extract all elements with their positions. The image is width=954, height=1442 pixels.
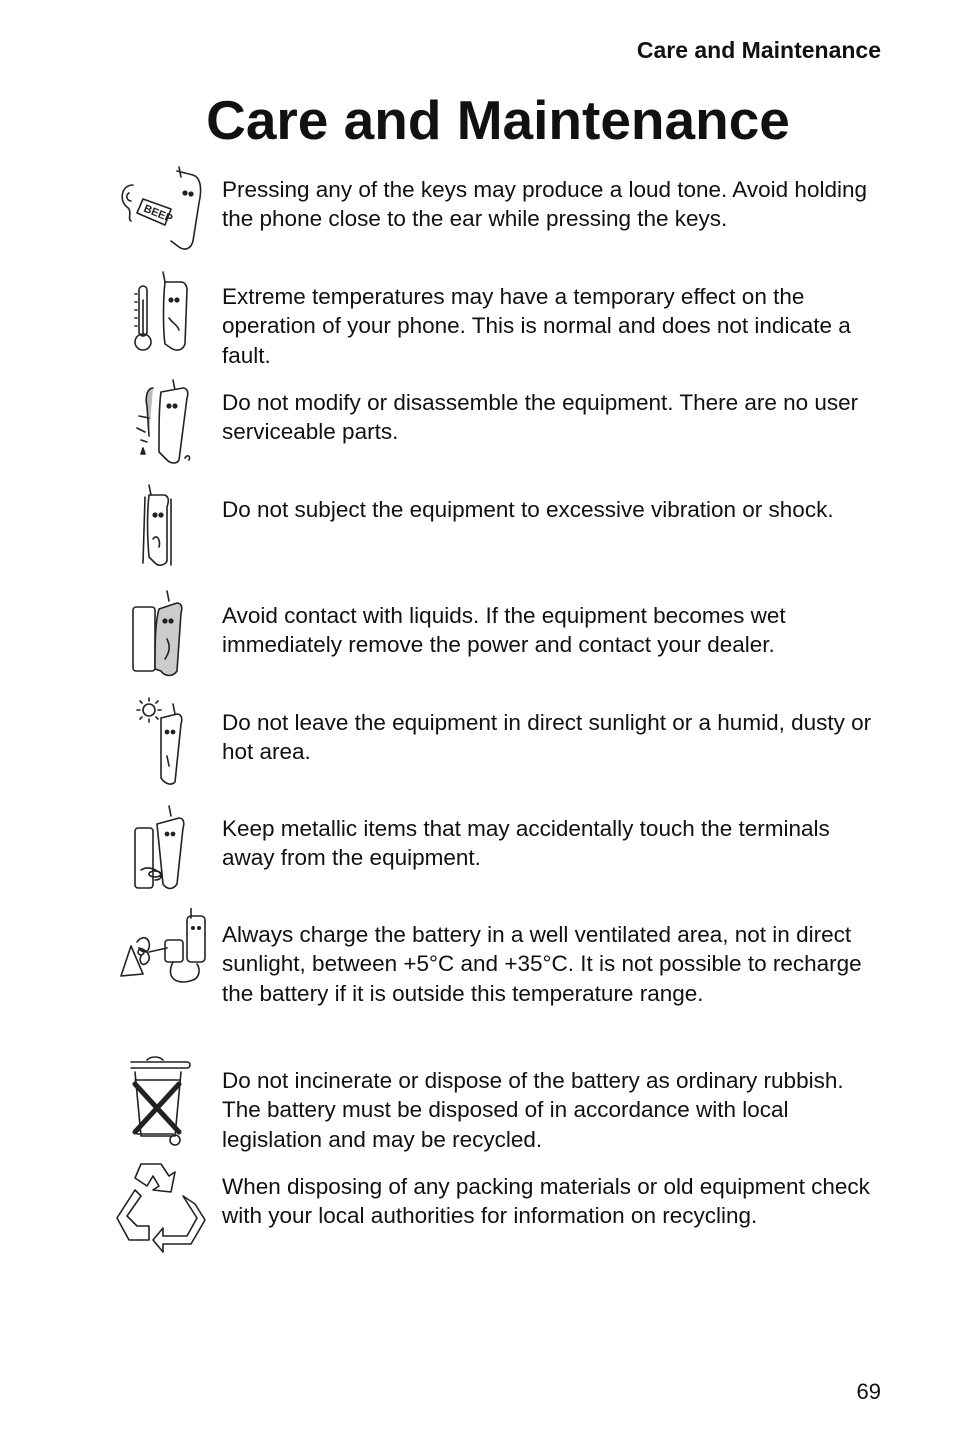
item-text: Do not leave the equipment in direct sunlight or a humid, dusty or hot area.	[222, 710, 872, 765]
page-number: 69	[856, 1379, 881, 1404]
running-header: Care and Maintenance	[636, 37, 881, 63]
thermometer-phone-icon	[113, 270, 209, 366]
svg-text:BEEP: BEEP	[141, 202, 175, 226]
item-text: Do not incinerate or dispose of the battery as ordinary rubbish. The battery must be disposed of in accordance with local legislation and may be recycled.	[222, 1068, 844, 1152]
recycle-icon	[113, 1160, 209, 1256]
crossed-bin-icon	[113, 1054, 209, 1150]
item-text: Pressing any of the keys may produce a loud tone. Avoid holding the phone close to the ear while pressing the keys.	[222, 177, 867, 232]
metal-items-phone-icon	[113, 802, 209, 898]
sun-phone-icon	[113, 696, 209, 792]
page-title: Care and Maintenance	[206, 89, 790, 151]
item-text: When disposing of any packing materials or old equipment check with your local authorities for information on recycling.	[222, 1174, 870, 1229]
item-text: Do not modify or disassemble the equipment. There are no user serviceable parts.	[222, 390, 859, 445]
item-text: Always charge the battery in a well ventilated area, not in direct sunlight, between +5°C and +35°C. It is not possible to recharge the battery if it is outside this temperature range.	[222, 922, 862, 1006]
item-text: Extreme temperatures may have a temporary effect on the operation of your phone. This is normal and does not indicate a fault.	[222, 284, 851, 368]
shaking-phone-icon	[113, 483, 209, 579]
wet-phone-icon	[113, 589, 209, 685]
item-text: Keep metallic items that may accidentally touch the terminals away from the equipment.	[222, 816, 830, 871]
disassemble-phone-icon	[113, 376, 209, 472]
fan-charger-icon	[113, 908, 209, 1004]
item-text: Do not subject the equipment to excessive vibration or shock.	[222, 497, 834, 522]
phone-beep-ear-icon	[113, 163, 209, 259]
item-text: Avoid contact with liquids. If the equipment becomes wet immediately remove the power and contact your dealer.	[222, 603, 786, 658]
